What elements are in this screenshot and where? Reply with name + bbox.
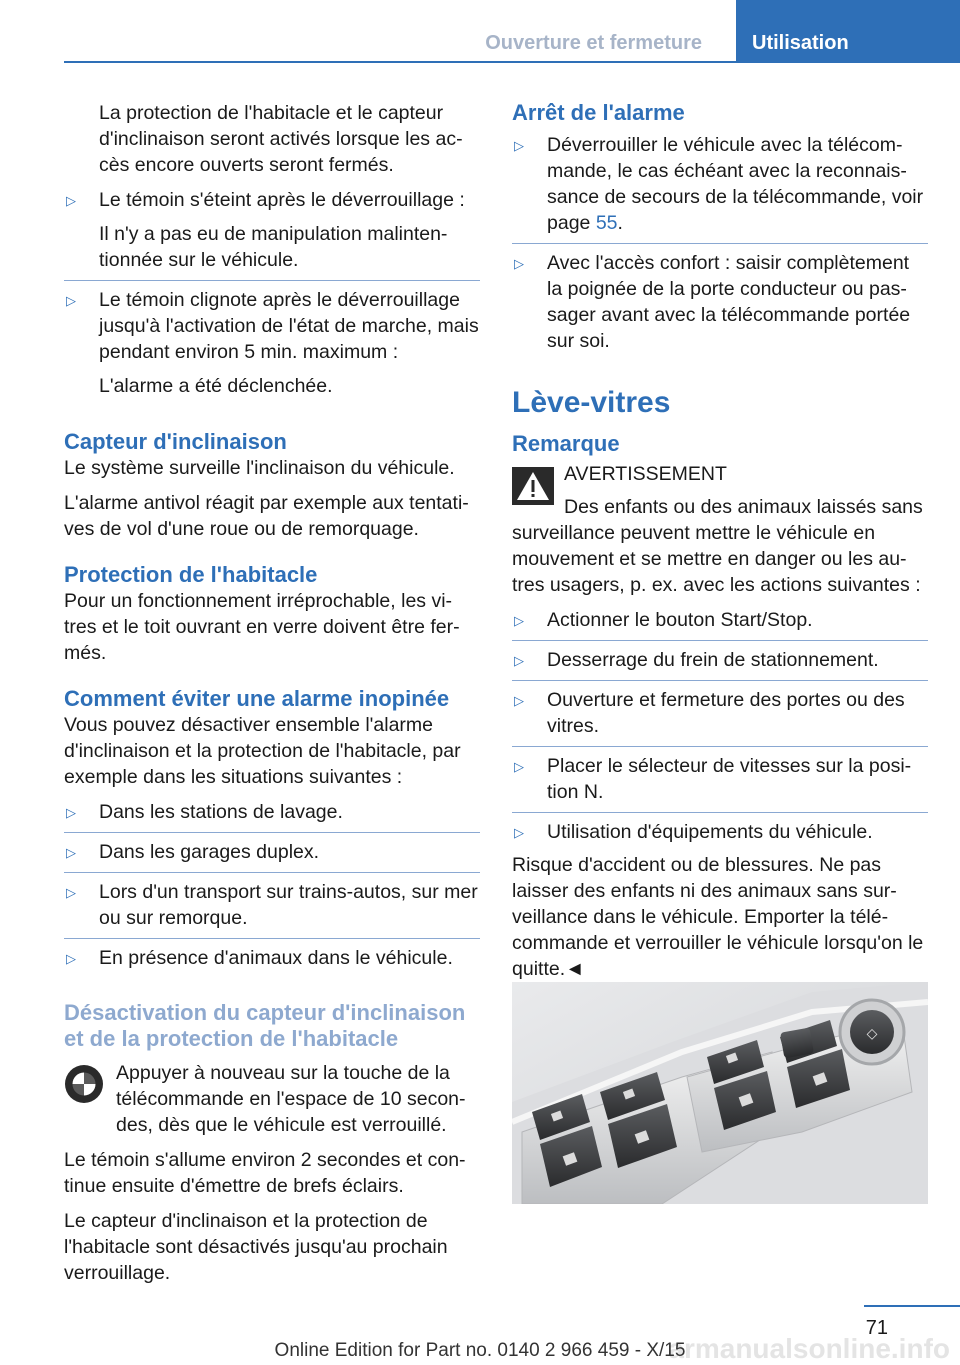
heading-tilt-sensor: Capteur d'inclinaison xyxy=(64,429,287,454)
watermark: armanualsonline.info xyxy=(668,1333,950,1364)
svg-text:◇: ◇ xyxy=(866,1026,878,1042)
list-item: ▷ Déverrouiller le véhicule avec la télécom‐ mande, le cas échéant avec la reconnais‐ sance de secours de la télécommande, voir page 55. xyxy=(514,134,924,234)
list-item: ▷ Utilisation d'équipements du véhicule. xyxy=(512,812,928,852)
list-item-text: Le témoin s'éteint après le déverrouillage : xyxy=(99,189,465,211)
warning-block xyxy=(512,461,928,487)
bmw-roundel-icon xyxy=(64,1064,104,1111)
triangle-right-icon: ▷ xyxy=(514,256,524,271)
triangle-right-icon: ▷ xyxy=(66,845,76,860)
avoid-paragraph: Vous pouvez désactiver ensemble l'alarme d'inclinaison et la protection de l'habitacle, par exemple dans les situations suivantes : xyxy=(64,714,461,788)
triangle-right-icon: ▷ xyxy=(514,759,524,774)
intro-paragraph: La protection de l'habitacle et le capteur d'inclinaison seront activés lorsque les ac‐ cès encore ouverts seront fermés. xyxy=(99,102,463,176)
heading-windows: Lève-vitres xyxy=(512,386,671,419)
deactivation-paragraph-3: Le capteur d'inclinaison et la protection de l'habitacle sont désactivés jusqu'au prochain verrouillage. xyxy=(64,1210,448,1284)
list-item-subtext: Il n'y a pas eu de manipulation malinten‐ tionnée sur le véhicule. xyxy=(99,223,448,271)
heading-cabin-protection: Protection de l'habitacle xyxy=(64,562,318,587)
triangle-right-icon: ▷ xyxy=(66,885,76,900)
triangle-right-icon: ▷ xyxy=(66,193,76,208)
heading-stop-alarm: Arrêt de l'alarme xyxy=(512,100,685,125)
deactivation-paragraph-2: Le témoin s'allume environ 2 secondes et con‐ tinue ensuite d'émettre de brefs éclairs. xyxy=(64,1149,466,1197)
situation-list xyxy=(64,799,480,978)
triangle-right-icon: ▷ xyxy=(514,138,524,153)
triangle-right-icon: ▷ xyxy=(66,293,76,308)
list-item: ▷ Dans les stations de lavage. xyxy=(64,799,480,832)
warning-text: Des enfants ou des animaux laissés sans surveillance peuvent mettre le véhicule en mouvement et se mettre en danger ou les au‐ tres usagers, p. ex. avec les actions suivantes : xyxy=(512,496,923,596)
header-section-tab[interactable]: Ouverture et fermeture xyxy=(485,32,702,54)
triangle-right-icon: ▷ xyxy=(514,825,524,840)
page-link[interactable]: 55 xyxy=(595,212,618,234)
footer-rule xyxy=(864,1305,960,1307)
list-item xyxy=(64,280,480,406)
list-item: ▷ Avec l'accès confort : saisir complètement la poignée de la porte conducteur ou pas‐ sager avant avec la télécommande portée sur soi. xyxy=(512,243,928,361)
deactivation-paragraph-1: Appuyer à nouveau sur la touche de la télécommande en l'espace de 10 secon‐ des, dès que le véhicule est verrouillé. xyxy=(116,1062,466,1136)
list-item: ▷ Lors d'un transport sur trains-autos, sur mer ou sur remorque. xyxy=(64,872,480,938)
warning-label: AVERTISSEMENT xyxy=(564,463,727,485)
heading-deactivation: Désactivation du capteur d'inclinaison et de la protection de l'habitacle xyxy=(64,1000,466,1051)
list-item: ▷ Ouverture et fermeture des portes ou des vitres. xyxy=(512,680,928,746)
warning-actions-list xyxy=(512,607,928,852)
page-header xyxy=(0,0,960,62)
indicator-list xyxy=(64,187,480,406)
window-switch-photo xyxy=(512,982,928,1204)
triangle-right-icon: ▷ xyxy=(514,653,524,668)
tilt-paragraph-2: L'alarme antivol réagit par exemple aux tentati‐ ves de vol d'une roue ou de remorquage. xyxy=(64,492,469,540)
list-item: ▷ En présence d'animaux dans le véhicule. xyxy=(64,938,480,978)
list-item: ▷ Desserrage du frein de stationnement. xyxy=(512,640,928,680)
page-number: 71 xyxy=(865,1317,888,1339)
list-item: ▷ Dans les garages duplex. xyxy=(64,832,480,872)
edition-footer: Online Edition for Part no. 0140 2 966 459 - X/15 xyxy=(274,1340,686,1361)
cabin-paragraph: Pour un fonctionnement irréprochable, les vi‐ tres et le toit ouvrant en verre doivent être fer‐ més. xyxy=(64,590,460,664)
heading-note: Remarque xyxy=(512,431,620,456)
deactivation-with-logo xyxy=(64,1060,480,1138)
list-item: ▷ Actionner le bouton Start/Stop. xyxy=(512,607,928,640)
right-column xyxy=(512,100,928,991)
risk-paragraph: Risque d'accident ou de blessures. Ne pas laisser des enfants ni des animaux sans sur‐ veillance dans le véhicule. Emporter la télé‐ commande et verrouiller le véhicule lorsqu'on le quitte.◄ xyxy=(512,854,924,980)
triangle-right-icon: ▷ xyxy=(66,805,76,820)
list-item: ▷ Placer le sélecteur de vitesses sur la posi‐ tion N. xyxy=(512,746,928,812)
stop-alarm-list xyxy=(512,132,928,361)
warning-triangle-icon xyxy=(512,467,554,512)
list-item xyxy=(64,187,480,280)
list-item-text: Le témoin clignote après le déverrouillage jusqu'à l'activation de l'état de marche, mais pendant environ 5 min. maximum : xyxy=(99,289,479,363)
triangle-right-icon: ▷ xyxy=(514,693,524,708)
tilt-paragraph-1: Le système surveille l'inclinaison du véhicule. xyxy=(64,457,455,479)
left-column xyxy=(64,100,480,1295)
header-rule xyxy=(64,61,960,63)
triangle-right-icon: ▷ xyxy=(66,951,76,966)
header-chapter-tab[interactable]: Utilisation xyxy=(736,0,960,61)
list-item-subtext: L'alarme a été déclenchée. xyxy=(99,375,333,397)
heading-avoid-alarm: Comment éviter une alarme inopinée xyxy=(64,686,450,711)
triangle-right-icon: ▷ xyxy=(514,613,524,628)
